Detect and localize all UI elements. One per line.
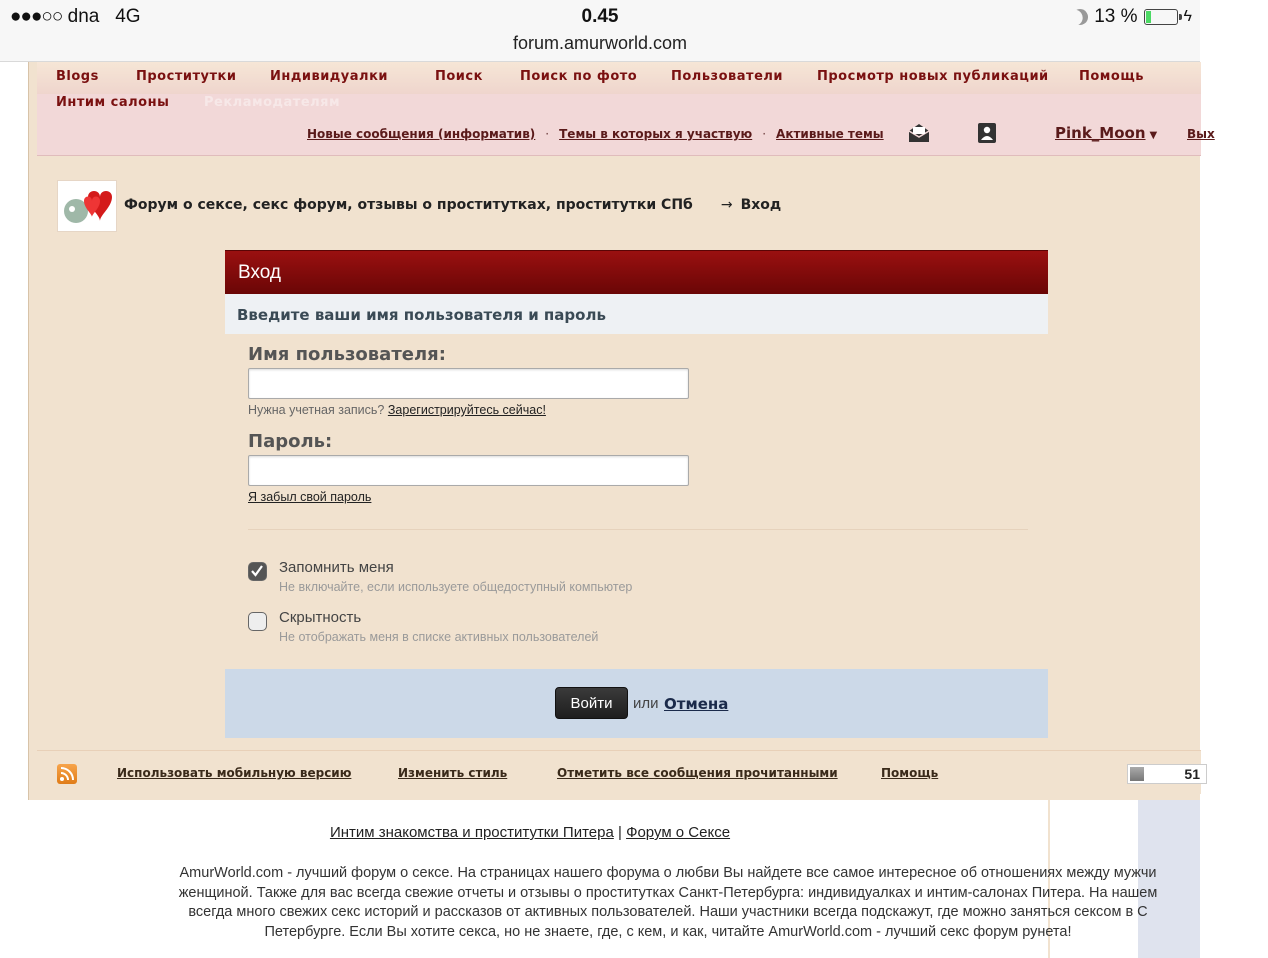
separator: ·	[762, 127, 767, 141]
change-style-link[interactable]: Изменить стиль	[398, 766, 508, 780]
login-button[interactable]: Войти	[555, 687, 628, 719]
nav-tab-intim-salons[interactable]: Интим салоны	[56, 95, 170, 110]
carrier-name: dna	[67, 6, 100, 27]
charging-icon: ϟ	[1183, 8, 1192, 25]
envelope-icon[interactable]	[907, 121, 931, 145]
address-bar-url[interactable]: forum.amurworld.com	[512, 33, 688, 53]
nav-tab-users[interactable]: Пользователи	[671, 69, 784, 84]
login-title: Вход	[238, 262, 281, 283]
user-profile-icon[interactable]	[975, 121, 999, 145]
nav-tab-new-posts[interactable]: Просмотр новых публикаций	[817, 69, 1049, 84]
seo-links	[0, 824, 1180, 841]
counter-icon	[1130, 767, 1144, 781]
cancel-link[interactable]: Отмена	[664, 695, 729, 713]
password-label: Пароль:	[248, 431, 333, 452]
clock: 0.45	[581, 6, 619, 27]
nav-tab-help[interactable]: Помощь	[1079, 69, 1144, 84]
breadcrumb-current: Вход	[740, 197, 782, 213]
mobile-version-link[interactable]: Использовать мобильную версию	[117, 766, 352, 780]
logout-link[interactable]: Вых	[1187, 127, 1215, 141]
forum-page	[28, 62, 1215, 800]
seo-line: AmurWorld.com - лучший форум о сексе. На страницах нашего форума о любви Вы найдете все самое интересное об отношениях между мужчи	[179, 865, 1157, 881]
battery-icon	[1144, 9, 1178, 25]
separator: ·	[545, 127, 550, 141]
mark-read-link[interactable]: Отметить все сообщения прочитанными	[557, 766, 838, 780]
nav-tab-search[interactable]: Поиск	[435, 69, 483, 84]
footer-bar	[37, 750, 1201, 794]
nav-tab-advertisers[interactable]: Рекламодателям	[204, 95, 341, 110]
login-subtitle: Введите ваши имя пользователя и пароль	[237, 306, 606, 324]
form-divider	[248, 529, 1028, 530]
nav-tab-prostitutes[interactable]: Проститутки	[136, 69, 237, 84]
forgot-password-link[interactable]: Я забыл свой пароль	[248, 490, 372, 504]
battery-percent: 13 %	[1094, 6, 1138, 27]
username-label: Имя пользователя:	[248, 344, 446, 365]
username-input[interactable]	[248, 368, 689, 399]
seo-line: Петербурге. Если Вы хотите секса, но не знаете, где, с кем, и как, читайте AmurWorld.com - лучший секс форум рунета!	[264, 923, 1072, 940]
seo-description	[68, 864, 1268, 942]
signal-strength-icon: ●●●○○	[10, 6, 63, 27]
or-text: или	[633, 695, 659, 712]
footer-help-link[interactable]: Помощь	[881, 766, 939, 780]
invisible-label[interactable]: Скрытность	[279, 609, 362, 626]
remember-me-desc: Не включайте, если используете общедоступный компьютер	[279, 580, 633, 594]
quick-links	[307, 127, 884, 141]
seo-link-intim[interactable]: Интим знакомства и проститутки Питера	[329, 824, 614, 841]
username-menu[interactable]	[1055, 124, 1157, 142]
main-nav	[37, 62, 1215, 156]
ios-status-bar	[0, 0, 1200, 62]
link-new-messages[interactable]: Новые сообщения (информатив)	[307, 127, 536, 141]
invisible-desc: Не отображать меня в списке активных пользователей	[279, 630, 599, 644]
seo-line: женщиной. Также для вас всегда свежие отчеты и отзывы о проститутках Санкт-Петербурга: индивидуалках и интим-салонах Питера. На нашем	[178, 884, 1158, 901]
network-type: 4G	[115, 6, 141, 27]
nav-tab-individuals[interactable]: Индивидуалки	[270, 69, 389, 84]
password-input[interactable]	[248, 455, 689, 486]
status-right	[1072, 6, 1192, 28]
rss-icon[interactable]	[57, 764, 77, 784]
nav-tab-blogs[interactable]: Blogs	[56, 69, 99, 84]
register-link[interactable]: Зарегистрируйтесь сейчас!	[387, 403, 546, 417]
seo-divider: |	[617, 824, 622, 841]
seo-line: всегда много свежих секс историй и рассказов от активных пользователей. Наши участники всегда подскажут, где можно заняться сексом в С	[188, 904, 1148, 920]
chevron-down-icon: ▼	[1149, 130, 1158, 141]
link-my-threads[interactable]: Темы в которых я участвую	[559, 127, 753, 141]
site-logo[interactable]	[57, 180, 117, 232]
remember-me-checkbox[interactable]	[248, 562, 267, 581]
breadcrumb	[124, 197, 781, 213]
arrow-right-icon: →	[720, 197, 733, 213]
username: Pink_Moon	[1055, 124, 1146, 142]
invisible-checkbox[interactable]	[248, 612, 267, 631]
visitor-counter	[1127, 764, 1207, 784]
login-actions	[225, 669, 1048, 738]
need-account-text: Нужна учетная запись?	[248, 403, 385, 417]
link-active-threads[interactable]: Активные темы	[776, 127, 884, 141]
do-not-disturb-icon	[1069, 6, 1091, 28]
login-header	[225, 250, 1048, 294]
register-hint	[248, 403, 546, 417]
seo-footer	[28, 800, 1200, 958]
remember-me-label[interactable]: Запомнить меня	[279, 559, 394, 576]
seo-link-forum[interactable]: Форум о Сексе	[626, 824, 731, 841]
checkmark-icon	[250, 564, 264, 578]
counter-value: 51	[1184, 766, 1200, 782]
breadcrumb-site-link[interactable]: Форум о сексе, секс форум, отзывы о проститутках, проститутки СПб	[124, 197, 693, 213]
nav-tab-photo-search[interactable]: Поиск по фото	[520, 69, 638, 84]
login-subheader	[225, 294, 1048, 334]
